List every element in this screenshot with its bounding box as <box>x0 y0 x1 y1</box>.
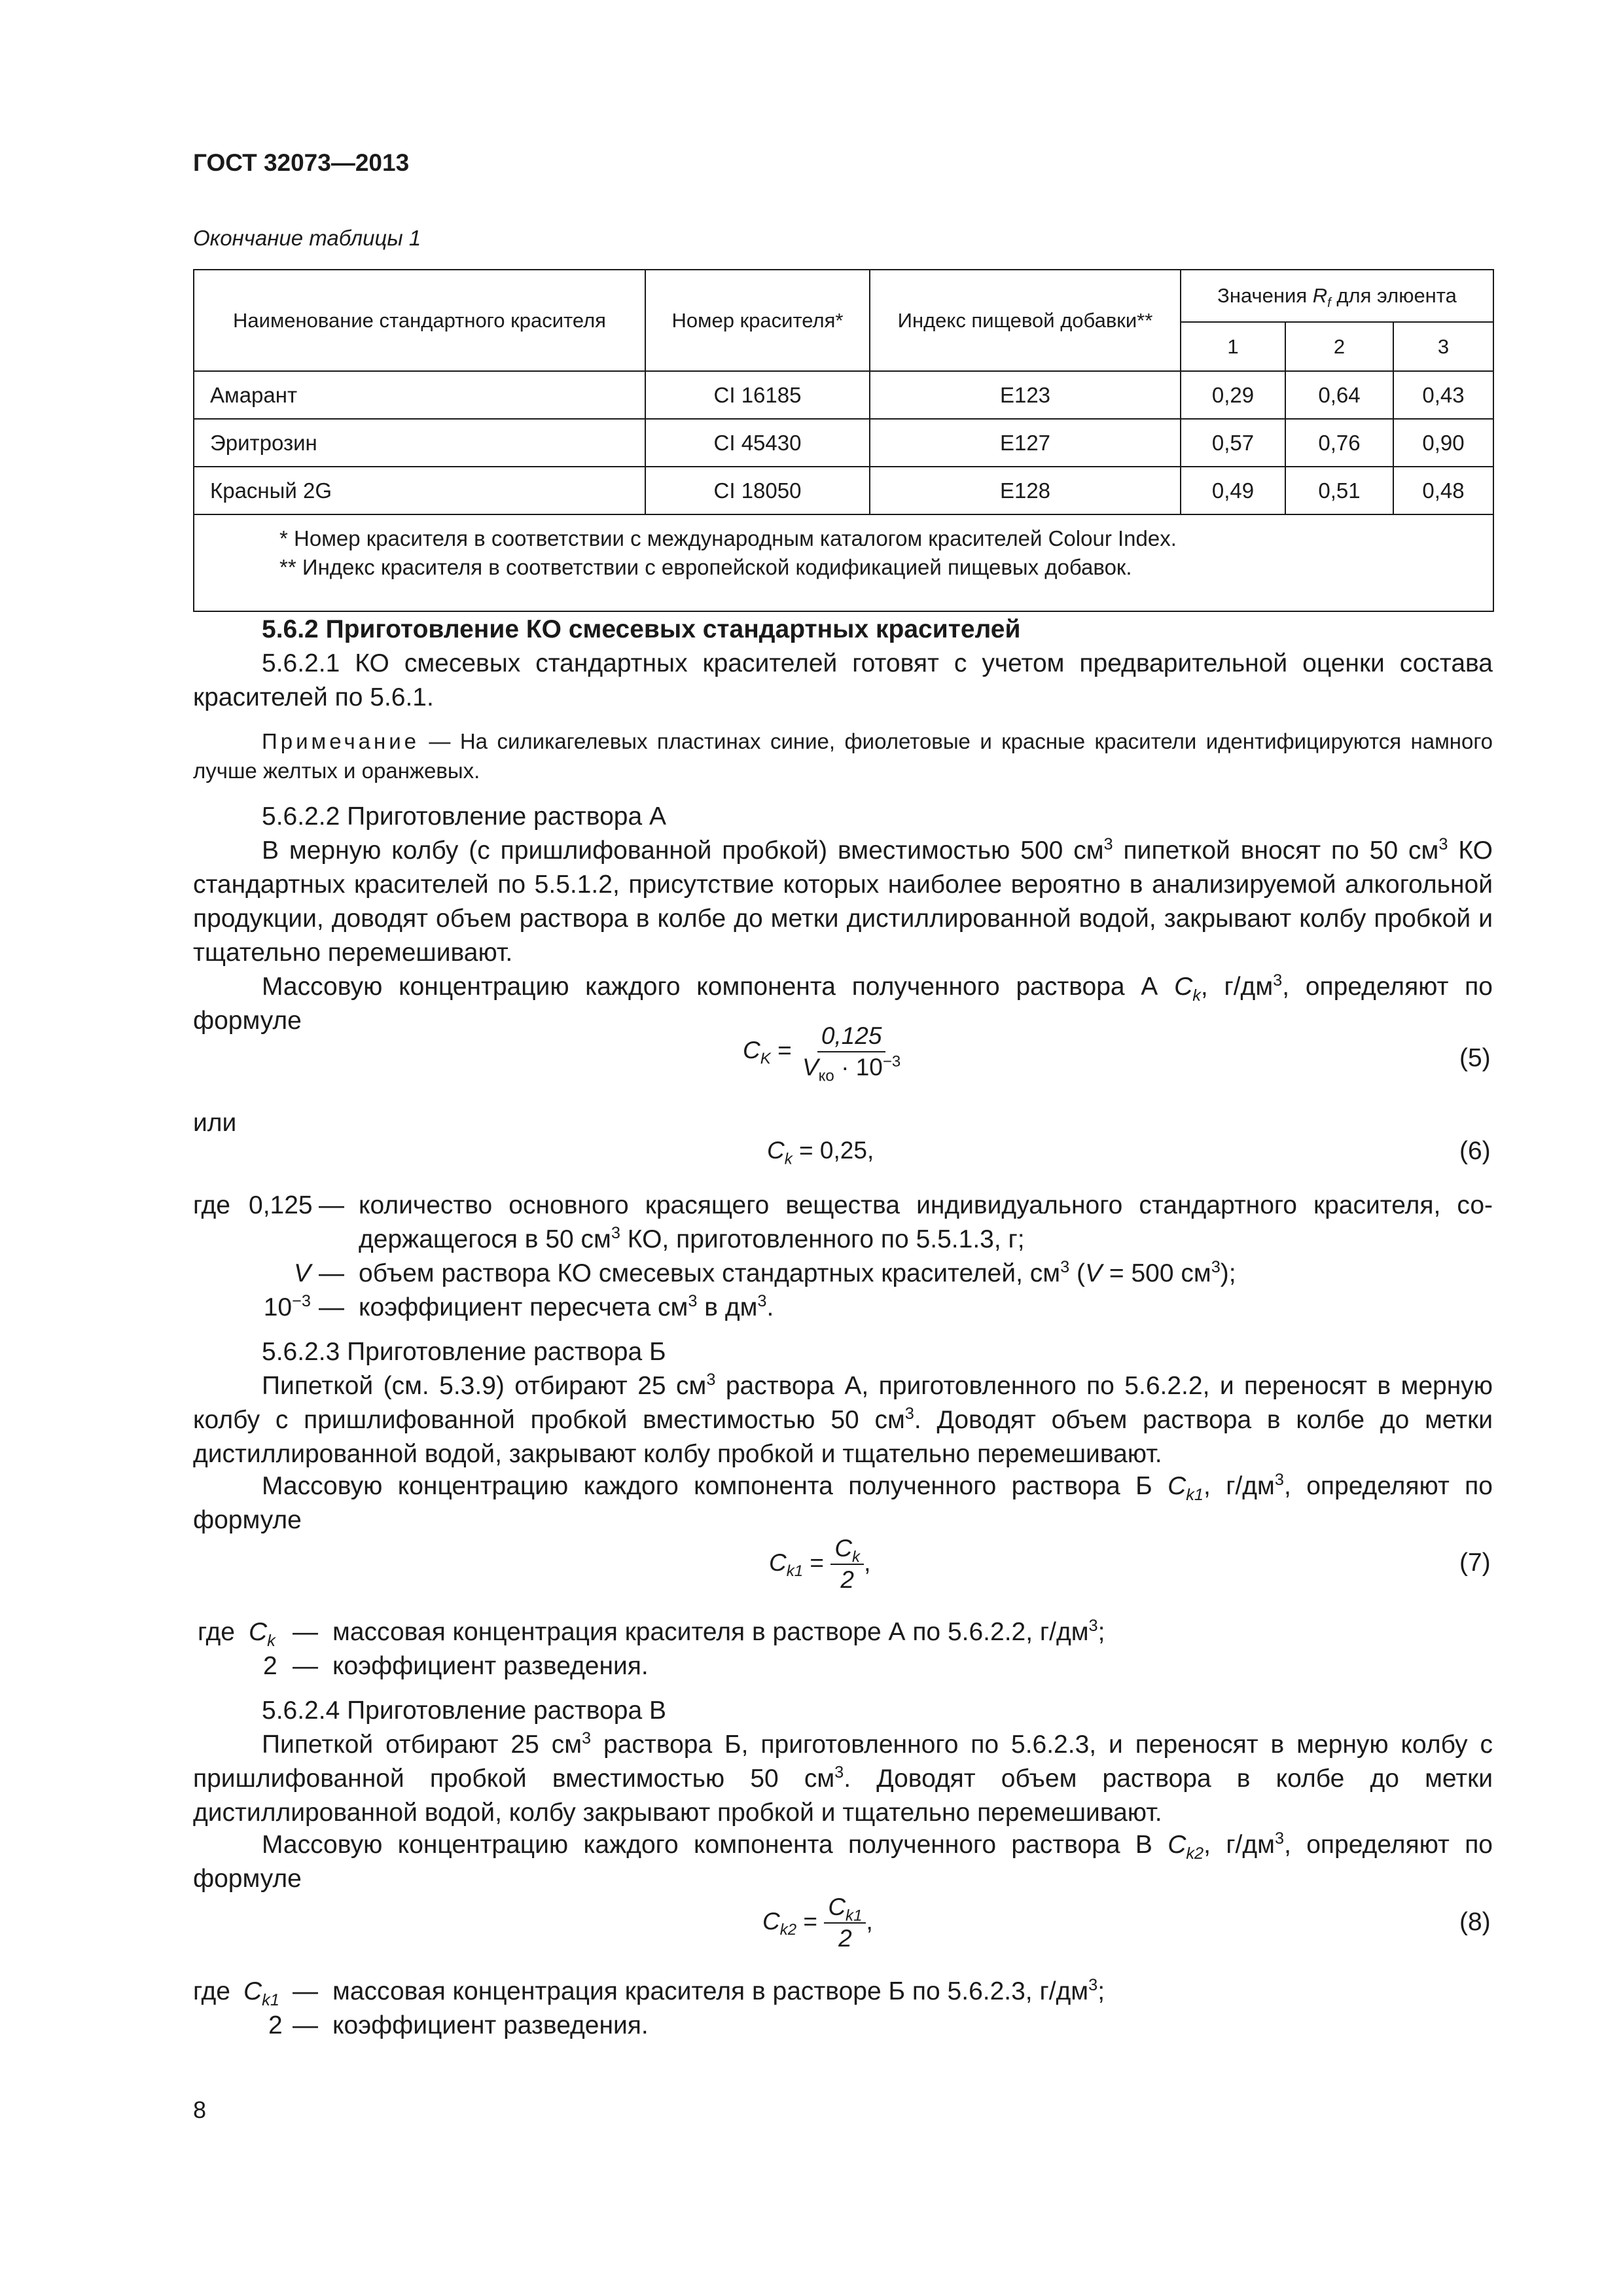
where-term-ck <box>249 1615 293 1649</box>
cell-rf2: 0,51 <box>1285 467 1393 514</box>
formula-lhs-sub: k <box>784 1150 793 1168</box>
text-run: , г/дм <box>1204 1472 1275 1500</box>
equals-sign: = <box>810 1549 825 1576</box>
equation-number-6: (6) <box>1459 1137 1491 1165</box>
document-header: ГОСТ 32073—2013 <box>193 149 410 176</box>
equals-sign: = <box>803 1907 818 1935</box>
superscript: 3 <box>1060 1258 1070 1276</box>
formula-6 <box>767 1137 874 1168</box>
rf-subscript: f <box>1327 296 1331 311</box>
den-rest: · 10 <box>834 1054 883 1081</box>
den-exp: −3 <box>882 1052 901 1071</box>
cell-name: Эритрозин <box>194 419 645 467</box>
where-desc-2 <box>359 1257 1236 1291</box>
dye-table <box>193 269 1494 612</box>
where-desc-2: коэффициент разведения. <box>332 1652 649 1680</box>
col-header-rf <box>1181 270 1493 322</box>
text-run: Пипеткой (см. 5.3.9) отбирают 25 см <box>262 1372 707 1400</box>
paragraph-solution-a <box>193 834 1493 970</box>
superscript: 3 <box>1088 1617 1098 1635</box>
superscript: 3 <box>834 1763 844 1782</box>
superscript: 3 <box>1274 1829 1285 1848</box>
text-run: пипеткой вносят по 50 см <box>1113 836 1439 865</box>
comma: , <box>864 1549 871 1576</box>
table-caption: Окончание таблицы 1 <box>193 226 421 250</box>
eluent-3: 3 <box>1393 322 1493 371</box>
where-word: где <box>193 1977 230 2005</box>
denominator <box>798 1052 904 1085</box>
cell-rf2: 0,64 <box>1285 371 1393 419</box>
equation-number-8: (8) <box>1459 1908 1491 1936</box>
superscript: 3 <box>611 1224 620 1242</box>
cell-rf1: 0,49 <box>1181 467 1285 514</box>
fraction <box>798 1022 904 1085</box>
where-term-2: 2 <box>268 2011 283 2039</box>
text-run: Пипеткой отбирают 25 см <box>262 1731 582 1759</box>
formula-lhs: C <box>762 1907 780 1935</box>
superscript: 3 <box>1274 1471 1284 1489</box>
superscript: 3 <box>1211 1258 1221 1276</box>
cell-rf1: 0,29 <box>1181 371 1285 419</box>
note-text: — На силикагелевых пластинах синие, фиолетовые и красные красители идентифицируются намного лучше желтых и оранжевых. <box>193 729 1493 783</box>
den-v: V <box>802 1054 819 1081</box>
cell-rf3: 0,48 <box>1393 467 1493 514</box>
symbol-c: C <box>1168 1831 1186 1859</box>
cell-name: Амарант <box>194 371 645 419</box>
subscript: k <box>1192 986 1201 1005</box>
cell-rf3: 0,90 <box>1393 419 1493 467</box>
num-sub: k1 <box>846 1907 863 1925</box>
text-run: . Доводят объем раствора в колбе до метки дистиллированной водой, закрывают колбу пробкой и тщательно перемешивают. <box>193 1406 1493 1468</box>
where-desc-1b <box>359 1223 1025 1257</box>
cell-name: Красный 2G <box>194 467 645 514</box>
text-run: , определяют по формуле <box>193 973 1493 1035</box>
superscript: 3 <box>1273 971 1283 990</box>
equation-number-5: (5) <box>1459 1044 1491 1072</box>
text-run: В мерную колбу (с пришлифованной пробкой) вместимостью 500 см <box>262 836 1104 865</box>
num-c: C <box>834 1535 853 1562</box>
formula-lhs-sub: k2 <box>779 1921 797 1939</box>
superscript: 3 <box>1103 835 1113 853</box>
text-run: ; <box>1097 1977 1105 2005</box>
paragraph-concentration-c <box>193 1828 1493 1896</box>
text-run: , г/дм <box>1200 973 1274 1001</box>
cell-index: E127 <box>870 419 1181 467</box>
superscript: 3 <box>1438 835 1448 853</box>
superscript: −3 <box>292 1292 311 1310</box>
where-term-3 <box>249 1291 311 1325</box>
where-desc-ck1 <box>332 1975 1105 2009</box>
text-run: раствора Б, приготовленного по 5.6.2.3, и переносят в мерную колбу с пришлифованной пробкой вместимостью 50 см <box>193 1731 1493 1793</box>
where-dash: — <box>293 1977 318 2005</box>
comma: , <box>866 1907 873 1935</box>
equals-sign: = <box>777 1036 792 1064</box>
formula-5 <box>743 1022 904 1085</box>
paragraph-concentration-b <box>193 1469 1493 1537</box>
text-run: ); <box>1220 1259 1236 1287</box>
where-desc-ck <box>332 1615 1105 1649</box>
text-run: коэффициент пересчета см <box>359 1293 688 1321</box>
where-term-2: V <box>293 1259 311 1287</box>
cell-number: CI 16185 <box>645 371 870 419</box>
paragraph-5-6-2-1: 5.6.2.1 КО смесевых стандартных красителей готовят с учетом предварительной оценки состава красителей по 5.6.1. <box>193 649 1493 711</box>
text-run: C <box>243 1977 262 2005</box>
text-run: ; <box>1097 1618 1105 1646</box>
superscript: 3 <box>688 1292 698 1310</box>
table-row <box>194 467 1493 514</box>
fraction <box>824 1893 866 1952</box>
fraction <box>830 1535 864 1594</box>
text-run: держащегося в 50 см <box>359 1225 611 1253</box>
symbol-c: C <box>1168 1472 1186 1500</box>
eluent-1: 1 <box>1181 322 1285 371</box>
text-run: массовая концентрация красителя в растворе Б по 5.6.2.3, г/дм <box>332 1977 1089 2005</box>
cell-rf2: 0,76 <box>1285 419 1393 467</box>
superscript: 3 <box>706 1371 716 1389</box>
denominator: 2 <box>840 1566 854 1593</box>
note <box>193 726 1493 785</box>
where-term-2: 2 <box>263 1652 277 1680</box>
subsection-title-a: 5.6.2.2 Приготовление раствора А <box>262 802 666 831</box>
text-run: ( <box>1069 1259 1085 1287</box>
num-sub: k <box>852 1548 861 1566</box>
cell-index: E128 <box>870 467 1181 514</box>
col-header-number: Номер красителя* <box>645 270 870 371</box>
text-run: Массовую концентрацию каждого компонента полученного раствора А <box>262 973 1175 1001</box>
superscript: 3 <box>904 1405 914 1423</box>
where-dash: — <box>293 1618 318 1646</box>
rf-symbol: R <box>1312 284 1328 307</box>
text-run: Массовую концентрацию каждого компонента полученного раствора В <box>262 1831 1168 1859</box>
where-term-1: 0,125 <box>249 1191 313 1219</box>
denominator: 2 <box>838 1925 852 1952</box>
symbol-c: C <box>1174 973 1193 1001</box>
eluent-2: 2 <box>1285 322 1393 371</box>
symbol-v: V <box>1085 1259 1103 1287</box>
text-run: в дм <box>697 1293 758 1321</box>
numerator: 0,125 <box>817 1022 886 1052</box>
cell-rf3: 0,43 <box>1393 371 1493 419</box>
paragraph-solution-c <box>193 1728 1493 1830</box>
rf-suffix: для элюента <box>1336 284 1457 307</box>
superscript: 3 <box>757 1292 767 1310</box>
text-run: , определяют по формуле <box>193 1472 1493 1534</box>
formula-7 <box>769 1535 870 1594</box>
where-dash: — <box>319 1259 344 1287</box>
cell-rf1: 0,57 <box>1181 419 1285 467</box>
cell-index: E123 <box>870 371 1181 419</box>
text-run: массовая концентрация красителя в растворе А по 5.6.2.2, г/дм <box>332 1618 1089 1646</box>
col-header-index: Индекс пищевой добавки** <box>870 270 1181 371</box>
text-run: раствора А, приготовленного по 5.6.2.2, и переносят в мерную колбу с пришлифованной пробкой вместимостью 50 см <box>193 1372 1493 1434</box>
den-sub: ко <box>818 1067 834 1085</box>
formula-lhs: C <box>769 1549 787 1576</box>
subsection-title-c: 5.6.2.4 Приготовление раствора В <box>262 1696 666 1725</box>
where-word: где <box>193 1191 230 1219</box>
formula-8 <box>762 1893 873 1952</box>
text-run: 10 <box>263 1293 293 1321</box>
page-number: 8 <box>193 2096 207 2123</box>
subsection-title-b: 5.6.2.3 Приготовление раствора Б <box>262 1338 666 1366</box>
formula-lhs: C <box>743 1036 760 1064</box>
table-row <box>194 419 1493 467</box>
subscript: k2 <box>1186 1844 1204 1863</box>
where-desc-1a: количество основного красящего вещества индивидуального стандартного красителя, со- <box>359 1191 1493 1219</box>
subscript: k1 <box>1186 1485 1204 1504</box>
text-run: . <box>766 1293 774 1321</box>
section-heading: 5.6.2 Приготовление КО смесевых стандартных красителей <box>262 615 1021 643</box>
formula-lhs: C <box>767 1137 785 1164</box>
text-run: , определяют по формуле <box>193 1831 1493 1893</box>
num-c: C <box>828 1893 846 1920</box>
or-word: или <box>193 1109 237 1137</box>
text-run: = 500 см <box>1102 1259 1211 1287</box>
text-run: , г/дм <box>1204 1831 1275 1859</box>
equation-number-7: (7) <box>1459 1549 1491 1577</box>
where-desc-2: коэффициент разведения. <box>332 2011 649 2039</box>
table-footnotes <box>194 514 1493 611</box>
rf-prefix: Значения <box>1217 284 1308 307</box>
numerator <box>824 1893 866 1924</box>
footnote-2: ** Индекс красителя в соответствии с европейской кодификацией пищевых добавок. <box>279 555 1132 579</box>
where-dash: — <box>293 2011 318 2039</box>
subscript: k1 <box>262 1990 279 2009</box>
text-run: Массовую концентрацию каждого компонента полученного раствора Б <box>262 1472 1168 1500</box>
superscript: 3 <box>582 1729 592 1748</box>
text-run: . Доводят объем раствора в колбе до метки дистиллированной водой, колбу закрывают пробкой и тщательно перемешивают. <box>193 1765 1493 1827</box>
table-row <box>194 371 1493 419</box>
where-dash: — <box>319 1191 344 1219</box>
footnote-1: * Номер красителя в соответствии с международным каталогом красителей Colour Index. <box>279 526 1177 550</box>
where-desc-3 <box>359 1291 774 1325</box>
text-run: объем раствора КО смесевых стандартных красителей, см <box>359 1259 1061 1287</box>
superscript: 3 <box>1088 1976 1098 1994</box>
text-run: КО стандартных красителей по 5.5.1.2, присутствие которых наиболее вероятно в анализируемой алкогольной продукции, доводят объем раствора в колбе до метки дистиллированной водой, закрывают колбу пробкой и тщательно перемешивают. <box>193 836 1493 967</box>
where-term-ck1 <box>243 1975 294 2009</box>
cell-number: CI 18050 <box>645 467 870 514</box>
text-run: C <box>249 1618 268 1646</box>
subscript: k <box>267 1631 276 1650</box>
where-dash: — <box>319 1293 344 1321</box>
formula-lhs-sub: k1 <box>786 1562 804 1581</box>
formula-lhs-sub: K <box>760 1050 771 1068</box>
text-run: КО, приготовленного по 5.5.1.3, г; <box>620 1225 1025 1253</box>
paragraph-solution-b <box>193 1369 1493 1471</box>
where-word: где <box>198 1618 235 1646</box>
numerator <box>830 1535 864 1565</box>
col-header-name: Наименование стандартного красителя <box>194 270 645 371</box>
where-dash: — <box>293 1652 318 1680</box>
note-label: Примечание <box>262 729 420 753</box>
formula-rhs: = 0,25, <box>792 1137 874 1164</box>
cell-number: CI 45430 <box>645 419 870 467</box>
